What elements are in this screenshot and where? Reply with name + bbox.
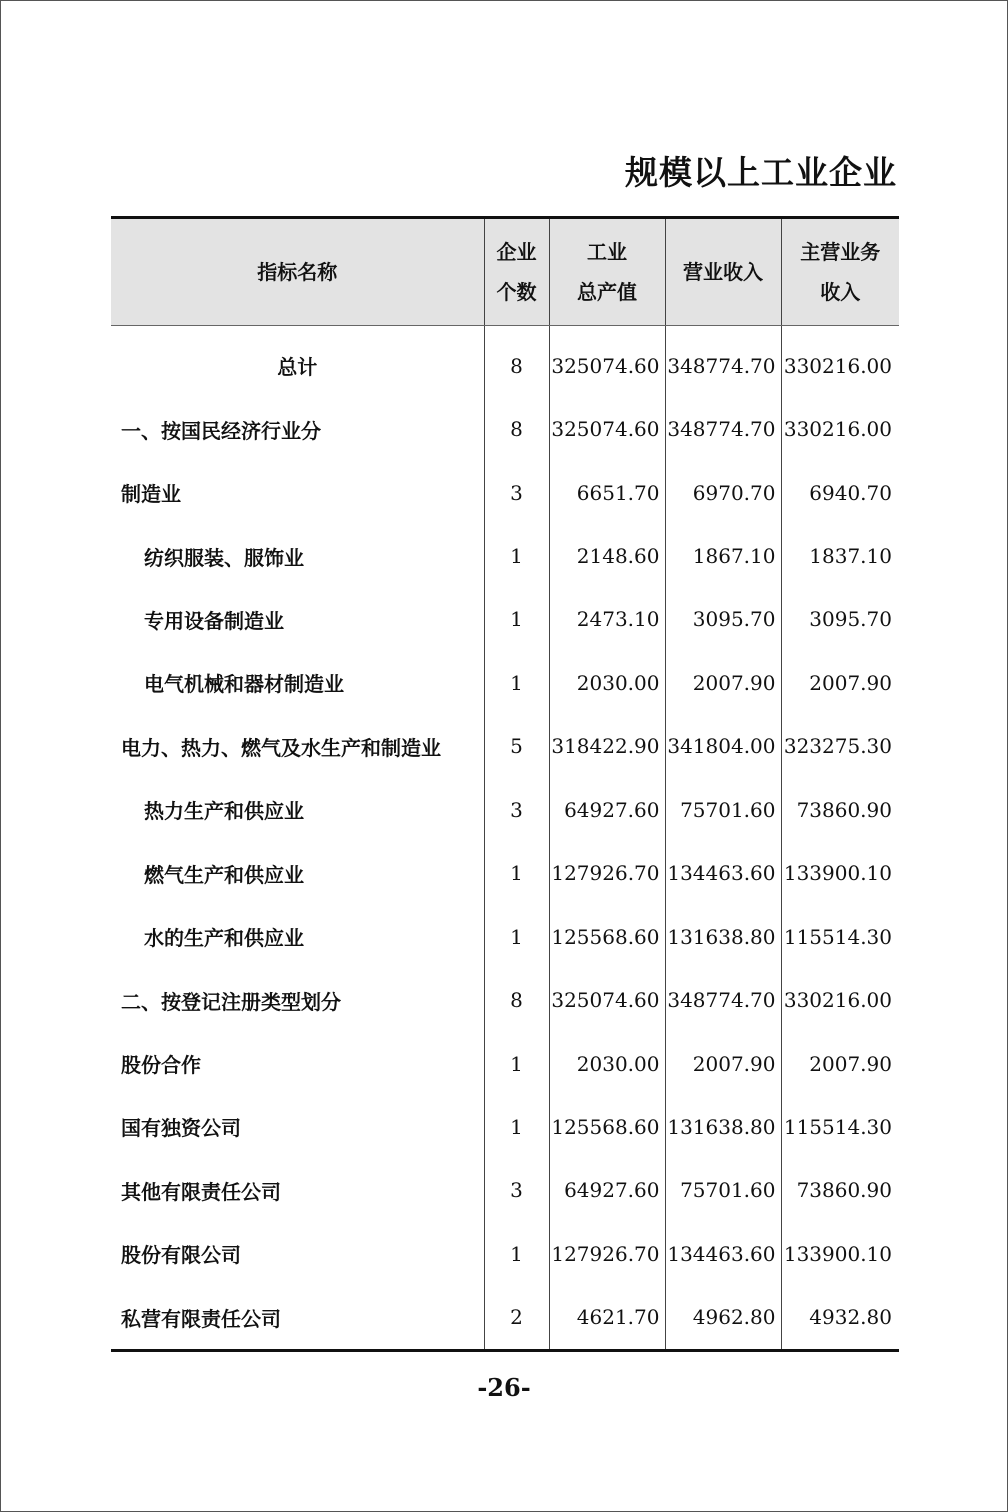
table-row [111, 524, 899, 587]
row-output: 127926.70 [549, 842, 665, 905]
row-name: 国有独资公司 [121, 1116, 241, 1141]
row-output: 2030.00 [549, 651, 665, 714]
row-name: 一、按国民经济行业分 [121, 418, 321, 443]
row-name: 水的生产和供应业 [144, 926, 304, 951]
row-count: 3 [484, 461, 549, 524]
row-main-revenue: 73860.90 [781, 1159, 899, 1222]
row-output: 6651.70 [549, 461, 665, 524]
row-revenue: 75701.60 [665, 778, 781, 841]
row-main-revenue: 2007.90 [781, 651, 899, 714]
header-revenue: 营业收入 [665, 218, 781, 326]
row-count: 1 [484, 1095, 549, 1158]
table-row [111, 651, 899, 714]
row-output: 2148.60 [549, 524, 665, 587]
row-output: 125568.60 [549, 1095, 665, 1158]
row-name: 燃气生产和供应业 [144, 862, 304, 887]
row-name: 热力生产和供应业 [144, 799, 304, 824]
page-title: 规模以上工业企业 [625, 153, 897, 192]
row-count: 1 [484, 651, 549, 714]
row-count: 1 [484, 1032, 549, 1095]
header-count: 企业 个数 [484, 218, 549, 326]
row-count: 8 [484, 397, 549, 460]
statistics-table [111, 216, 899, 1352]
row-count: 1 [484, 588, 549, 651]
row-revenue: 3095.70 [665, 588, 781, 651]
table-row [111, 905, 899, 968]
row-name: 纺织服装、服饰业 [144, 545, 304, 570]
row-revenue: 131638.80 [665, 905, 781, 968]
row-name: 私营有限责任公司 [121, 1306, 281, 1331]
table-row [111, 1095, 899, 1158]
row-main-revenue: 4932.80 [781, 1286, 899, 1351]
row-name: 电力、热力、燃气及水生产和制造业 [121, 735, 441, 760]
row-revenue: 348774.70 [665, 397, 781, 460]
row-revenue: 134463.60 [665, 1222, 781, 1285]
page-number: -26- [477, 1373, 531, 1402]
row-revenue: 341804.00 [665, 715, 781, 778]
row-output: 125568.60 [549, 905, 665, 968]
row-output: 325074.60 [549, 397, 665, 460]
row-count: 5 [484, 715, 549, 778]
row-output: 2473.10 [549, 588, 665, 651]
row-output: 64927.60 [549, 1159, 665, 1222]
row-count: 3 [484, 778, 549, 841]
row-main-revenue: 133900.10 [781, 1222, 899, 1285]
row-revenue: 2007.90 [665, 1032, 781, 1095]
row-count: 1 [484, 842, 549, 905]
table-row [111, 1159, 899, 1222]
row-count: 3 [484, 1159, 549, 1222]
row-revenue: 6970.70 [665, 461, 781, 524]
row-main-revenue: 3095.70 [781, 588, 899, 651]
row-main-revenue: 6940.70 [781, 461, 899, 524]
row-revenue: 1867.10 [665, 524, 781, 587]
row-count: 8 [484, 326, 549, 398]
header-row [111, 218, 899, 326]
row-name: 二、按登记注册类型划分 [121, 989, 341, 1014]
table-row [111, 1286, 899, 1351]
row-output: 64927.60 [549, 778, 665, 841]
row-main-revenue: 330216.00 [781, 326, 899, 398]
row-name: 总计 [277, 355, 318, 380]
row-count: 8 [484, 968, 549, 1031]
row-name: 股份合作 [121, 1053, 201, 1078]
header-output: 工业 总产值 [549, 218, 665, 326]
row-name: 专用设备制造业 [144, 608, 284, 633]
row-revenue: 348774.70 [665, 326, 781, 398]
row-main-revenue: 330216.00 [781, 968, 899, 1031]
table-row [111, 842, 899, 905]
row-revenue: 348774.70 [665, 968, 781, 1031]
row-revenue: 131638.80 [665, 1095, 781, 1158]
row-main-revenue: 1837.10 [781, 524, 899, 587]
row-name: 股份有限公司 [121, 1243, 241, 1268]
table-row [111, 397, 899, 460]
row-revenue: 75701.60 [665, 1159, 781, 1222]
table-row [111, 715, 899, 778]
row-name: 其他有限责任公司 [121, 1179, 281, 1204]
table-row [111, 461, 899, 524]
row-count: 1 [484, 905, 549, 968]
row-output: 318422.90 [549, 715, 665, 778]
row-count: 2 [484, 1286, 549, 1351]
header-main-revenue: 主营业务 收入 [781, 218, 899, 326]
row-main-revenue: 330216.00 [781, 397, 899, 460]
table-row [111, 326, 899, 398]
row-main-revenue: 323275.30 [781, 715, 899, 778]
header-name: 指标名称 [111, 218, 484, 326]
table-row [111, 968, 899, 1031]
row-name: 制造业 [121, 482, 181, 507]
row-output: 2030.00 [549, 1032, 665, 1095]
row-main-revenue: 73860.90 [781, 778, 899, 841]
row-revenue: 2007.90 [665, 651, 781, 714]
row-main-revenue: 133900.10 [781, 842, 899, 905]
row-main-revenue: 115514.30 [781, 905, 899, 968]
row-count: 1 [484, 1222, 549, 1285]
row-revenue: 134463.60 [665, 842, 781, 905]
row-output: 4621.70 [549, 1286, 665, 1351]
row-main-revenue: 2007.90 [781, 1032, 899, 1095]
table-row [111, 588, 899, 651]
table-row [111, 778, 899, 841]
table-row [111, 1222, 899, 1285]
row-name: 电气机械和器材制造业 [144, 672, 344, 697]
row-output: 325074.60 [549, 326, 665, 398]
row-output: 127926.70 [549, 1222, 665, 1285]
row-count: 1 [484, 524, 549, 587]
row-revenue: 4962.80 [665, 1286, 781, 1351]
table-row [111, 1032, 899, 1095]
row-main-revenue: 115514.30 [781, 1095, 899, 1158]
row-output: 325074.60 [549, 968, 665, 1031]
